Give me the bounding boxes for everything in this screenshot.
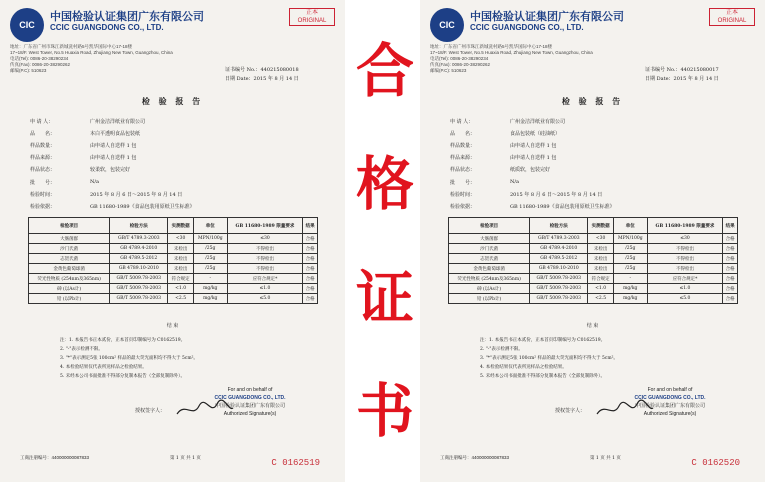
table-cell: GB 4789.10-2010: [110, 264, 168, 274]
address-block: [430, 44, 630, 74]
note-line: 5. 未经本公司书面批准不得部分复制本报告（全部复制除外）。: [480, 374, 605, 379]
table-cell: 未检出: [168, 254, 194, 264]
page-number: 第 1 页 共 1 页: [590, 456, 621, 461]
certificate-banner: [350, 0, 420, 482]
table-cell: 不得检出: [227, 264, 303, 274]
info-label: 样品状态：: [30, 167, 56, 174]
table-cell: mg/kg: [613, 284, 647, 294]
header-cell: GB 11680-1989 限量要求: [227, 218, 303, 234]
note-line: 注：1. 本报告书正本贰份，正本首页印制编号为 C0162519。: [60, 338, 186, 343]
table-cell: 符合规定: [588, 274, 614, 284]
table-cell: GB/T 5009.78-2003: [110, 284, 168, 294]
note-line: 4. 本检验结果仅代表所送样品之检验结果。: [60, 365, 147, 370]
table-cell: 不得检出: [647, 244, 723, 254]
table-cell: 不得检出: [647, 264, 723, 274]
sign-line: 中国检验认证集团广东有限公司: [634, 403, 705, 409]
info-value: N/a: [90, 179, 100, 186]
table-row: [29, 284, 318, 294]
info-block: [30, 115, 320, 213]
stamp-en: ORIGINAL: [717, 18, 747, 24]
table-cell: 砷 (以As计): [449, 284, 530, 294]
info-row: [450, 127, 740, 139]
info-row: [30, 127, 320, 139]
info-label: 品 名：: [450, 130, 476, 137]
sign-line: CCIC GUANGDONG CO., LTD.: [634, 395, 706, 401]
address-line: 传真(Fax): 0086-20-38290262: [10, 62, 71, 67]
table-cell: 合格: [723, 264, 738, 274]
sign-line: Authorized Signature(s): [223, 411, 277, 417]
table-cell: MPN/100g: [193, 234, 227, 244]
info-value: 由申请人自送样 1 包: [90, 142, 137, 149]
info-row: [450, 139, 740, 151]
info-label: 检验时间：: [30, 191, 56, 198]
table-row: [29, 274, 318, 284]
table-cell: GB/T 4789.3-2003: [530, 234, 588, 244]
table-cell: 应符合规定*: [227, 274, 303, 284]
sign-line: 中国检验认证集团广东有限公司: [214, 403, 285, 409]
table-cell: /25g: [613, 254, 647, 264]
address-line: 地址：广东省广州市珠江新城冼村路5号凯华国际中心17-18楼: [430, 44, 553, 49]
signer-label: 授权签字人：: [555, 408, 586, 414]
table-cell: 砷 (以As计): [29, 284, 110, 294]
info-row: [30, 152, 320, 164]
info-label: 检验依据：: [30, 203, 56, 210]
table-cell: GB 4789.4-2010: [530, 244, 588, 254]
table-row: [449, 294, 738, 304]
info-value: 纸质软，包装完好: [510, 167, 551, 174]
info-label: 样品数量：: [30, 142, 56, 149]
table-cell: mg/kg: [613, 294, 647, 304]
notes-block: [480, 336, 760, 381]
stamp-cn: 正本: [305, 10, 318, 16]
cert-number: 证书编号 No.：440215080018: [225, 67, 299, 73]
table-cell: <1.0: [588, 284, 614, 294]
table-cell: 荧光性物质 (254nm及365nm): [449, 274, 530, 284]
report-title: 检 验 报 告: [561, 96, 624, 106]
info-label: 检验时间：: [450, 191, 476, 198]
results-header-row: [449, 218, 738, 234]
address-line: 传真(Fax): 0086-20-38290262: [430, 62, 491, 67]
header-cell: 单位: [613, 218, 647, 234]
table-cell: -: [193, 274, 227, 284]
table-cell: 大肠菌群: [449, 234, 530, 244]
table-row: [29, 244, 318, 254]
table-cell: ≤5.0: [647, 294, 723, 304]
org-name-en: CCIC GUANGDONG CO., LTD.: [470, 23, 584, 32]
info-label: 申 请 人：: [450, 118, 474, 125]
table-cell: 合格: [723, 284, 738, 294]
table-cell: GB/T 5009.78-2003: [530, 294, 588, 304]
info-value: GB 11680-1989《食品包装用原纸卫生标准》: [510, 203, 615, 210]
table-row: [29, 264, 318, 274]
table-cell: <30: [588, 234, 614, 244]
info-row: [450, 115, 740, 127]
address-line: 电话(Tel): 0086-20-38290234: [430, 56, 489, 61]
table-cell: <2.5: [588, 294, 614, 304]
table-row: [449, 254, 738, 264]
info-value: GB 11680-1989《食品包装用原纸卫生标准》: [90, 203, 195, 210]
page-number: 第 1 页 共 1 页: [170, 456, 201, 461]
table-cell: GB/T 5009.78-2003: [110, 294, 168, 304]
table-cell: MPN/100g: [613, 234, 647, 244]
info-value: 较柔软，包装完好: [90, 167, 131, 174]
info-label: 样品来源：: [450, 155, 476, 162]
table-cell: <30: [168, 234, 194, 244]
table-cell: 沙门氏菌: [449, 244, 530, 254]
note-line: 4. 本检验结果仅代表所送样品之检验结果。: [480, 365, 567, 370]
table-cell: 沙门氏菌: [29, 244, 110, 254]
notes-block: [60, 336, 340, 381]
table-cell: 合格: [303, 264, 318, 274]
info-value: 广州金洁洋纸业有限公司: [510, 118, 566, 125]
note-line: 注：1. 本报告书正本贰份，正本首页印制编号为 C0162519。: [480, 338, 606, 343]
report-title: 检 验 报 告: [141, 96, 204, 106]
table-cell: 未检出: [588, 254, 614, 264]
banner-character: 格: [355, 150, 414, 219]
address-line: 地址：广东省广州市珠江新城冼村路5号凯华国际中心17-18楼: [10, 44, 133, 49]
table-cell: 合格: [303, 284, 318, 294]
table-cell: /25g: [193, 244, 227, 254]
info-label: 检验依据：: [450, 203, 476, 210]
table-cell: ≤1.0: [227, 284, 303, 294]
table-row: [29, 254, 318, 264]
info-label: 批 号：: [30, 179, 56, 186]
original-stamp: [709, 8, 755, 26]
table-cell: 未检出: [588, 264, 614, 274]
sign-line: For and on behalf of: [227, 387, 273, 393]
org-name-cn: 中国检验认证集团广东有限公司: [50, 10, 204, 23]
header-cell: 单位: [193, 218, 227, 234]
banner-character: 合: [355, 36, 414, 105]
signer-label: 授权签字人：: [135, 408, 166, 414]
table-cell: 合格: [723, 294, 738, 304]
cert-meta: [225, 66, 335, 84]
results-body: [449, 234, 738, 304]
info-row: [30, 139, 320, 151]
table-cell: 金黄色葡萄球菌: [449, 264, 530, 274]
stamp-cn: 正本: [725, 10, 738, 16]
table-cell: 未检出: [588, 244, 614, 254]
table-cell: 未检出: [168, 264, 194, 274]
table-cell: 不得检出: [227, 254, 303, 264]
table-row: [449, 244, 738, 254]
note-line: 3. "*"表示测定5张 100cm² 样品的最大荧光面积均不得大于 5cm²。: [480, 356, 618, 361]
table-cell: GB 4789.5-2012: [530, 254, 588, 264]
registration-number: 工商注册编号：440000000087833: [440, 455, 510, 460]
certificate-left: [0, 0, 345, 482]
table-cell: 合格: [723, 274, 738, 284]
header-cell: GB 11680-1989 限量要求: [647, 218, 723, 234]
ccic-logo-icon: CIC: [10, 8, 44, 42]
address-line: 电话(Tel): 0086-20-38290234: [10, 56, 69, 61]
address-line: 17~18/F. West Tower, No.5 Huaxia Road, Zhujiang New Town, Guangzhou, China: [10, 50, 173, 55]
table-row: [29, 294, 318, 304]
table-cell: GB 4789.5-2012: [110, 254, 168, 264]
table-row: [449, 284, 738, 294]
table-cell: GB/T 5009.78-2003: [530, 284, 588, 294]
table-cell: 应符合规定*: [647, 274, 723, 284]
end-marker: 结 束: [166, 323, 179, 329]
handwritten-signature-icon: [175, 398, 235, 420]
table-cell: 不得检出: [227, 244, 303, 254]
info-value: 食品包装纸（硅油纸）: [510, 130, 561, 137]
ccic-logo-icon: CIC: [430, 8, 464, 42]
org-name-en: CCIC GUANGDONG CO., LTD.: [50, 23, 164, 32]
info-value: 本白平透明食品包装纸: [90, 130, 141, 137]
table-cell: 符合规定: [168, 274, 194, 284]
table-cell: mg/kg: [193, 294, 227, 304]
info-row: [450, 164, 740, 176]
info-block: [450, 115, 740, 213]
cert-date: 日期 Date：2015 年 8 月 14 日: [645, 76, 719, 82]
org-name-cn: 中国检验认证集团广东有限公司: [470, 10, 624, 23]
table-cell: 未检出: [168, 244, 194, 254]
header-cell: 实测数据: [168, 218, 194, 234]
info-value: 广州金洁洋纸业有限公司: [90, 118, 146, 125]
sign-line: Authorized Signature(s): [643, 411, 697, 417]
table-cell: <2.5: [168, 294, 194, 304]
registration-number: 工商注册编号：440000000087833: [20, 455, 90, 460]
table-cell: GB/T 5009.78-2003: [110, 274, 168, 284]
table-row: [449, 274, 738, 284]
note-line: 2. "-"表示检测不限。: [60, 347, 103, 352]
note-line: 5. 未经本公司书面批准不得部分复制本报告（全部复制除外）。: [60, 374, 185, 379]
info-label: 样品数量：: [450, 142, 476, 149]
table-cell: ≤5.0: [227, 294, 303, 304]
header-cell: 检验方法: [110, 218, 168, 234]
serial-number: C 0162520: [691, 458, 740, 468]
header-cell: 结果: [303, 218, 318, 234]
info-label: 批 号：: [450, 179, 476, 186]
results-header-row: [29, 218, 318, 234]
table-cell: 志贺氏菌: [29, 254, 110, 264]
table-cell: GB/T 5009.78-2003: [530, 274, 588, 284]
info-value: 2015 年 8 月 6 日～2015 年 8 月 14 日: [510, 191, 603, 198]
info-row: [30, 164, 320, 176]
table-cell: 铅 (以Pb计): [449, 294, 530, 304]
table-cell: 铅 (以Pb计): [29, 294, 110, 304]
info-row: [30, 176, 320, 188]
header-cell: 检验方法: [530, 218, 588, 234]
table-cell: /25g: [613, 264, 647, 274]
header-cell: 实测数据: [588, 218, 614, 234]
table-row: [29, 234, 318, 244]
table-cell: ≤30: [647, 234, 723, 244]
table-cell: 志贺氏菌: [449, 254, 530, 264]
info-value: 由申请人自送样 1 包: [510, 155, 557, 162]
table-row: [449, 264, 738, 274]
table-cell: 合格: [723, 254, 738, 264]
table-cell: mg/kg: [193, 284, 227, 294]
table-cell: 荧光性物质 (254nm及365nm): [29, 274, 110, 284]
table-cell: ≤30: [227, 234, 303, 244]
info-row: [30, 115, 320, 127]
info-label: 样品状态：: [450, 167, 476, 174]
header-cell: 检验项目: [29, 218, 110, 234]
table-cell: 金黄色葡萄球菌: [29, 264, 110, 274]
table-cell: 合格: [303, 294, 318, 304]
table-cell: /25g: [613, 244, 647, 254]
header-cell: 检验项目: [449, 218, 530, 234]
table-cell: GB 4789.4-2010: [110, 244, 168, 254]
info-row: [30, 188, 320, 200]
info-row: [450, 176, 740, 188]
info-value: 由申请人自送样 1 包: [90, 155, 137, 162]
address-line: 邮编(P.C): 510623: [430, 68, 467, 73]
table-cell: /25g: [193, 254, 227, 264]
cert-date: 日期 Date：2015 年 8 月 14 日: [225, 76, 299, 82]
table-cell: 合格: [303, 234, 318, 244]
info-value: 2015 年 8 月 6 日～2015 年 8 月 14 日: [90, 191, 183, 198]
header-cell: 结果: [723, 218, 738, 234]
table-cell: 大肠菌群: [29, 234, 110, 244]
info-value: N/a: [510, 179, 520, 186]
table-cell: /25g: [193, 264, 227, 274]
table-cell: -: [613, 274, 647, 284]
info-row: [450, 188, 740, 200]
table-cell: ≤1.0: [647, 284, 723, 294]
table-cell: <1.0: [168, 284, 194, 294]
info-label: 样品来源：: [30, 155, 56, 162]
stamp-en: ORIGINAL: [297, 18, 327, 24]
address-line: 邮编(P.C): 510623: [10, 68, 47, 73]
table-cell: GB/T 4789.3-2003: [110, 234, 168, 244]
table-cell: 合格: [303, 274, 318, 284]
cert-number: 证书编号 No.：440215080017: [645, 67, 719, 73]
table-row: [449, 234, 738, 244]
table-cell: 合格: [723, 244, 738, 254]
banner-character: 书: [355, 377, 414, 446]
serial-number: C 0162519: [271, 458, 320, 468]
cert-meta: [645, 66, 755, 84]
info-row: [450, 152, 740, 164]
info-value: 由申请人自送样 1 包: [510, 142, 557, 149]
results-table: [28, 217, 318, 304]
info-row: [450, 200, 740, 212]
table-cell: 不得检出: [647, 254, 723, 264]
banner-character: 证: [355, 263, 414, 332]
end-marker: 结 束: [586, 323, 599, 329]
address-block: [10, 44, 210, 74]
results-table: [448, 217, 738, 304]
results-body: [29, 234, 318, 304]
table-cell: 合格: [303, 244, 318, 254]
table-cell: GB 4789.10-2010: [530, 264, 588, 274]
handwritten-signature-icon: [595, 398, 655, 420]
info-label: 申 请 人：: [30, 118, 54, 125]
table-cell: 合格: [723, 234, 738, 244]
table-cell: 合格: [303, 254, 318, 264]
original-stamp: [289, 8, 335, 26]
sign-line: CCIC GUANGDONG CO., LTD.: [214, 395, 286, 401]
sign-line: For and on behalf of: [647, 387, 693, 393]
certificate-right: [420, 0, 765, 482]
note-line: 3. "*"表示测定5张 100cm² 样品的最大荧光面积均不得大于 5cm²。: [60, 356, 198, 361]
info-row: [30, 200, 320, 212]
address-line: 17~18/F. West Tower, No.5 Huaxia Road, Zhujiang New Town, Guangzhou, China: [430, 50, 593, 55]
note-line: 2. "-"表示检测不限。: [480, 347, 523, 352]
info-label: 品 名：: [30, 130, 56, 137]
